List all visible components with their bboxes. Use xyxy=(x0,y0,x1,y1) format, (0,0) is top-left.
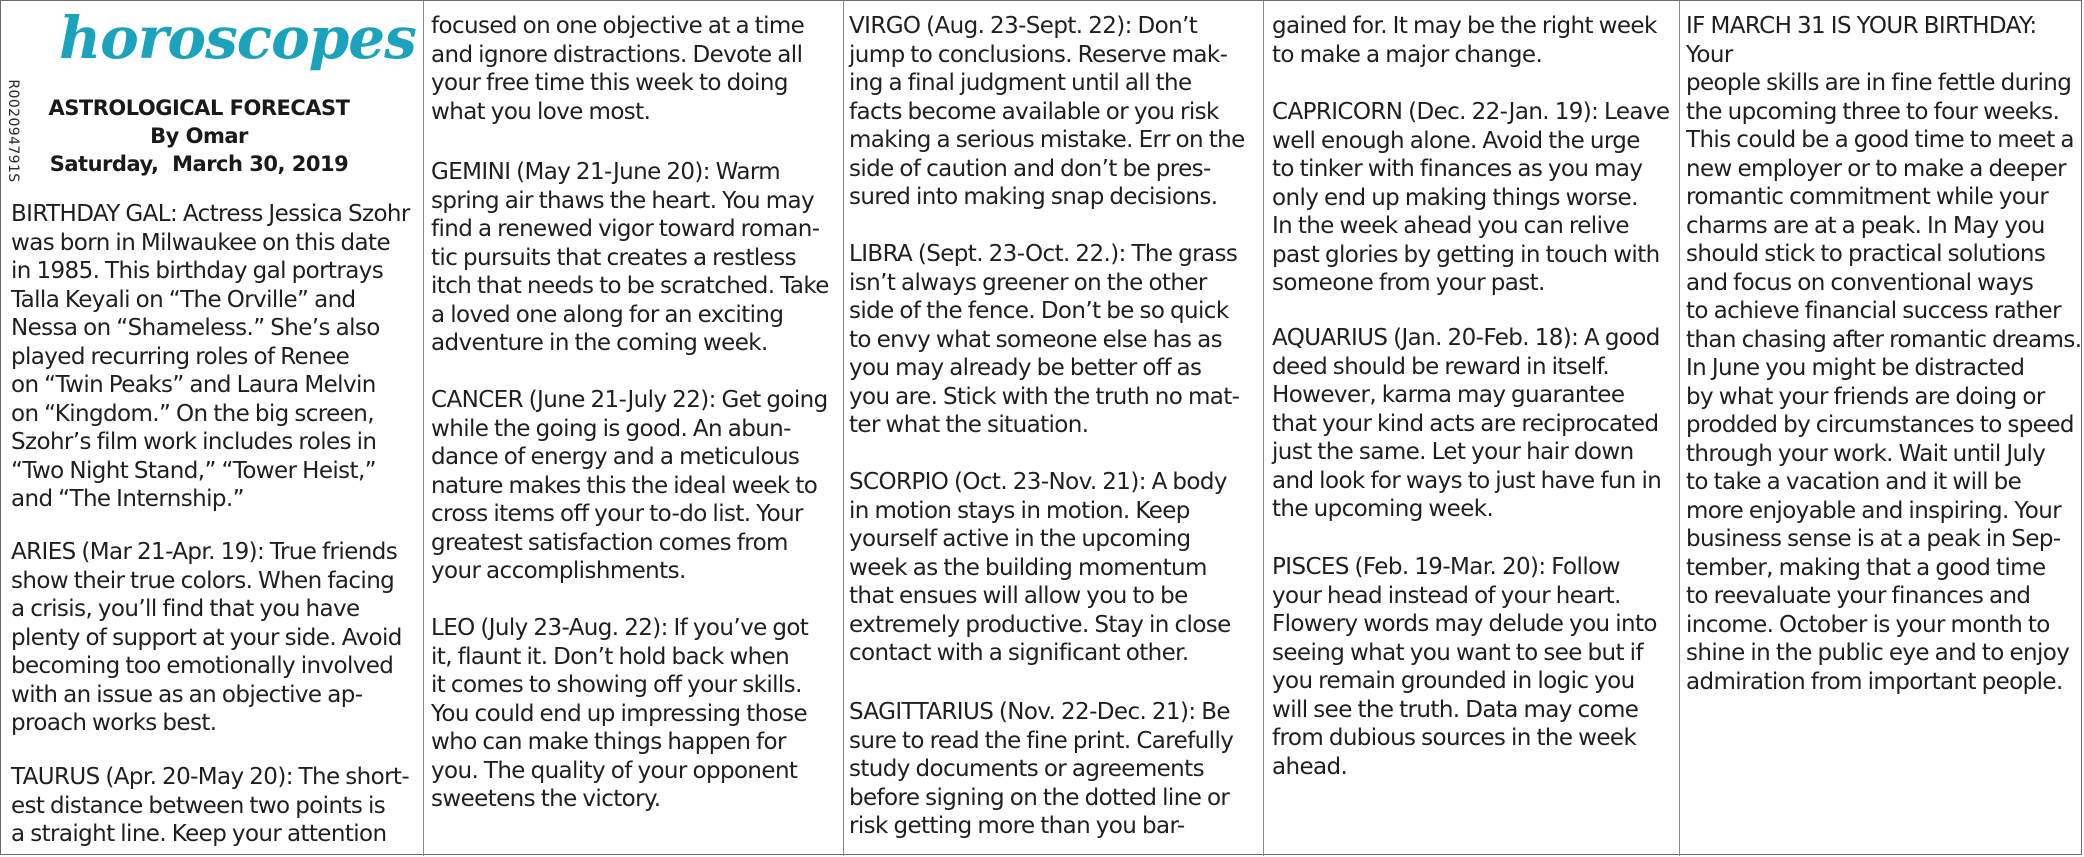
aquarius-text: AQUARIUS (Jan. 20-Feb. 18): A good deed should be reward in itself. However, karma may guarantee that your kind acts are reciprocated just the same. Let your hair down and look for ways to just have fun in the upcoming week. xyxy=(1272,325,1662,522)
column-1 xyxy=(1,1,423,856)
sagittarius-text-end: gained for. It may be the right week to make a major change. xyxy=(1272,13,1657,68)
march-31-birthday-text: IF MARCH 31 IS YOUR BIRTHDAY: Your people skills are in fine fettle during the upcoming three to four weeks. This could be a good time to meet a new employer or to make a deeper romantic commitment while your charms are at a peak. In May you should stick to practical solutions and focus on conventional ways to achieve financial success rather than chasing after romantic dreams. In June you might be distracted by what your friends are doing or prodded by circumstances to speed through your work. Wait until July to take a vacation and it will be more enjoyable and inspiring. Your business sense is at a peak in Sep- tember, making that a good time to reevaluate your finances and income. October is your month to shine in the public eye and to enjoy admiration from important people. xyxy=(1686,13,2082,695)
taurus-text-start: TAURUS (Apr. 20-May 20): The short- est distance between two points is a straight line. Keep your attention xyxy=(11,764,410,847)
side-code: R002094791S xyxy=(5,79,21,183)
aries-text: ARIES (Mar 21-Apr. 19): True friends show their true colors. When facing a crisis, you’ll find that you have plenty of support at your side. Avoid becoming too emotionally involved with an issue as an objective ap- proach works best. xyxy=(11,539,402,736)
leo-text: LEO (July 23-Aug. 22): If you’ve got it, flaunt it. Don’t hold back when it comes to showing off your skills. You could end up impressing those who can make things happen for you. The quality of your opponent sweetens the victory. xyxy=(431,615,809,812)
column-2 xyxy=(423,1,843,856)
scorpio-text: SCORPIO (Oct. 23-Nov. 21): A body in motion stays in motion. Keep yourself active in the upcoming week as the building momentum that ensues will allow you to be extremely productive. Stay in close contact with a significant other. xyxy=(849,469,1231,666)
capricorn-text: CAPRICORN (Dec. 22-Jan. 19): Leave well enough alone. Avoid the urge to tinker with finances as you may only end up making things worse. In the week ahead you can relive past glories by getting in touch with someone from your past. xyxy=(1272,99,1670,296)
forecast-heading xyxy=(39,94,359,178)
column-5 xyxy=(1679,1,2083,856)
sagittarius-text-start: SAGITTARIUS (Nov. 22-Dec. 21): Be sure to read the fine print. Carefully study documents or agreements before signing on the dotted line or risk getting more than you bar- xyxy=(849,699,1234,839)
cancer-text: CANCER (June 21-July 22): Get going while the going is good. An abun- dance of energy and a meticulous nature makes this the ideal week to cross items off your to-do list. Your greatest satisfaction comes from your accomplishments. xyxy=(431,387,828,584)
taurus-text-end: focused on one objective at a time and ignore distractions. Devote all your free time this week to doing what you love most. xyxy=(431,13,805,125)
forecast-subtitle: ASTROLOGICAL FORECAST xyxy=(48,96,350,120)
birthday-gal-text: BIRTHDAY GAL: Actress Jessica Szohr was born in Milwaukee on this date in 1985. This birthday gal portrays Talla Keyali on “The Orville” and Nessa on “Shameless.” She’s also played recurring roles of Renee on “Twin Peaks” and Laura Melvin on “Kingdom.” On the big screen, Szohr’s film work includes roles in “Two Night Stand,” “Tower Heist,” and “The Internship.” xyxy=(11,201,410,512)
virgo-text: VIRGO (Aug. 23-Sept. 22): Don’t jump to conclusions. Reserve mak- ing a final judgment until all the facts become available or you risk making a serious mistake. Err on the side of caution and don’t be pres- sured into making snap decisions. xyxy=(849,13,1245,210)
pisces-text: PISCES (Feb. 19-Mar. 20): Follow your head instead of your heart. Flowery words may delude you into seeing what you want to see but if you remain grounded in logic you will see the truth. Data may come from dubious sources in the week ahead. xyxy=(1272,554,1657,780)
column-4 xyxy=(1263,1,1679,856)
libra-text: LIBRA (Sept. 23-Oct. 22.): The grass isn’t always greener on the other side of the fence. Don’t be so quick to envy what someone else has as you may already be better off as you are. Stick with the truth no mat- ter what the situation. xyxy=(849,241,1240,438)
gemini-text: GEMINI (May 21-June 20): Warm spring air thaws the heart. You may find a renewed vigor toward roman- tic pursuits that creates a restless itch that needs to be scratched. Take a loved one along for an exciting adventure in the coming week. xyxy=(431,159,829,356)
forecast-date: Saturday, March 30, 2019 xyxy=(49,152,349,176)
forecast-byline: By Omar xyxy=(150,124,248,148)
column-3 xyxy=(843,1,1263,856)
masthead-title: horoscopes xyxy=(59,4,416,72)
